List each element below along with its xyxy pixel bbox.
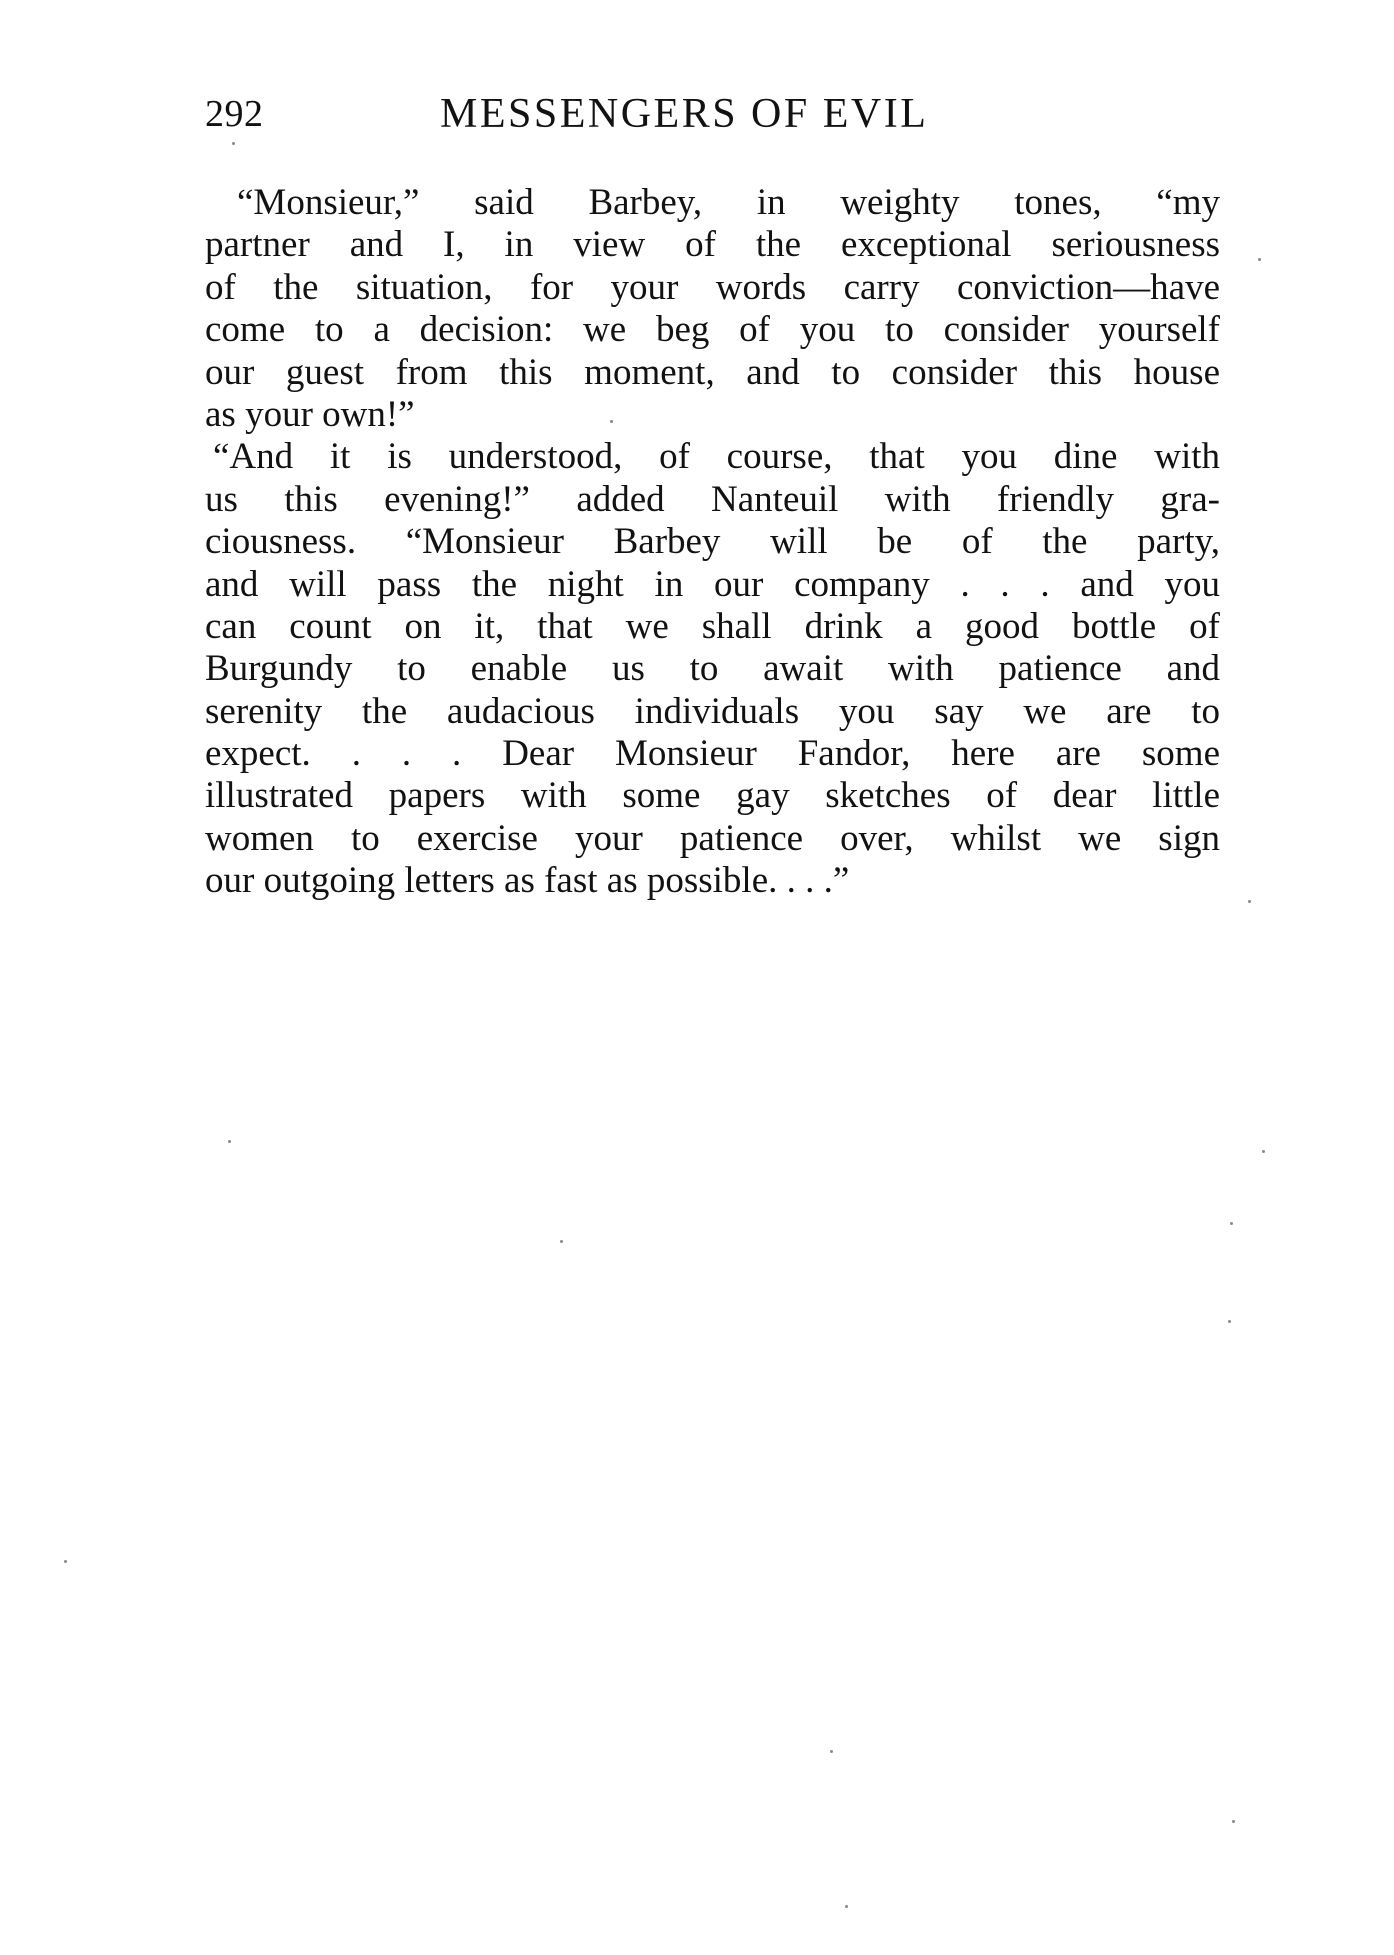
text-line: our outgoing letters as fast as possible. . . .” (205, 860, 850, 902)
running-title: MESSENGERS OF EVIL (440, 91, 929, 137)
scan-speck (1262, 1150, 1265, 1153)
text-line: partner and I, in view of the exceptional seriousness (205, 224, 1220, 266)
page-number: 292 (205, 93, 264, 135)
text-line: as your own!” (205, 393, 415, 435)
scan-speck (1232, 1820, 1235, 1823)
text-line: “Monsieur,” said Barbey, in weighty tones, “my (237, 182, 1220, 223)
scan-speck (845, 1905, 848, 1908)
text-line: of the situation, for your words carry conviction—have (205, 266, 1220, 308)
text-line: “And it is understood, of course, that you dine with (213, 436, 1220, 478)
scan-speck (228, 1140, 231, 1143)
scan-speck (1248, 900, 1251, 903)
scan-speck (1258, 258, 1261, 261)
text-line: women to exercise your patience over, whilst we sign (205, 817, 1220, 859)
text-line: come to a decision: we beg of you to consider yourself (205, 309, 1220, 351)
text-line: illustrated papers with some gay sketches of dear little (205, 775, 1220, 817)
scan-speck (560, 1240, 563, 1243)
text-line: Burgundy to enable us to await with patience and (205, 648, 1220, 690)
text-line: can count on it, that we shall drink a good bottle of (205, 605, 1220, 647)
text-line: our guest from this moment, and to consider this house (205, 351, 1220, 393)
scan-speck (610, 420, 613, 423)
running-head (205, 88, 1225, 140)
scan-speck (830, 1750, 833, 1753)
text-line: and will pass the night in our company . . . and you (205, 563, 1220, 605)
scan-speck (1228, 1320, 1231, 1323)
paragraph-nanteuil (205, 436, 1220, 902)
text-line: expect. . . . Dear Monsieur Fandor, here are some (205, 733, 1220, 775)
scan-speck (64, 1560, 67, 1563)
paragraph-barbey (205, 182, 1220, 436)
body-text (205, 182, 1220, 903)
text-line: ciousness. “Monsieur Barbey will be of the party, (205, 521, 1220, 563)
scan-speck (1230, 1222, 1233, 1225)
text-line: serenity the audacious individuals you say we are to (205, 690, 1220, 732)
text-line: us this evening!” added Nanteuil with friendly gra- (205, 478, 1220, 520)
scan-speck (232, 142, 235, 145)
